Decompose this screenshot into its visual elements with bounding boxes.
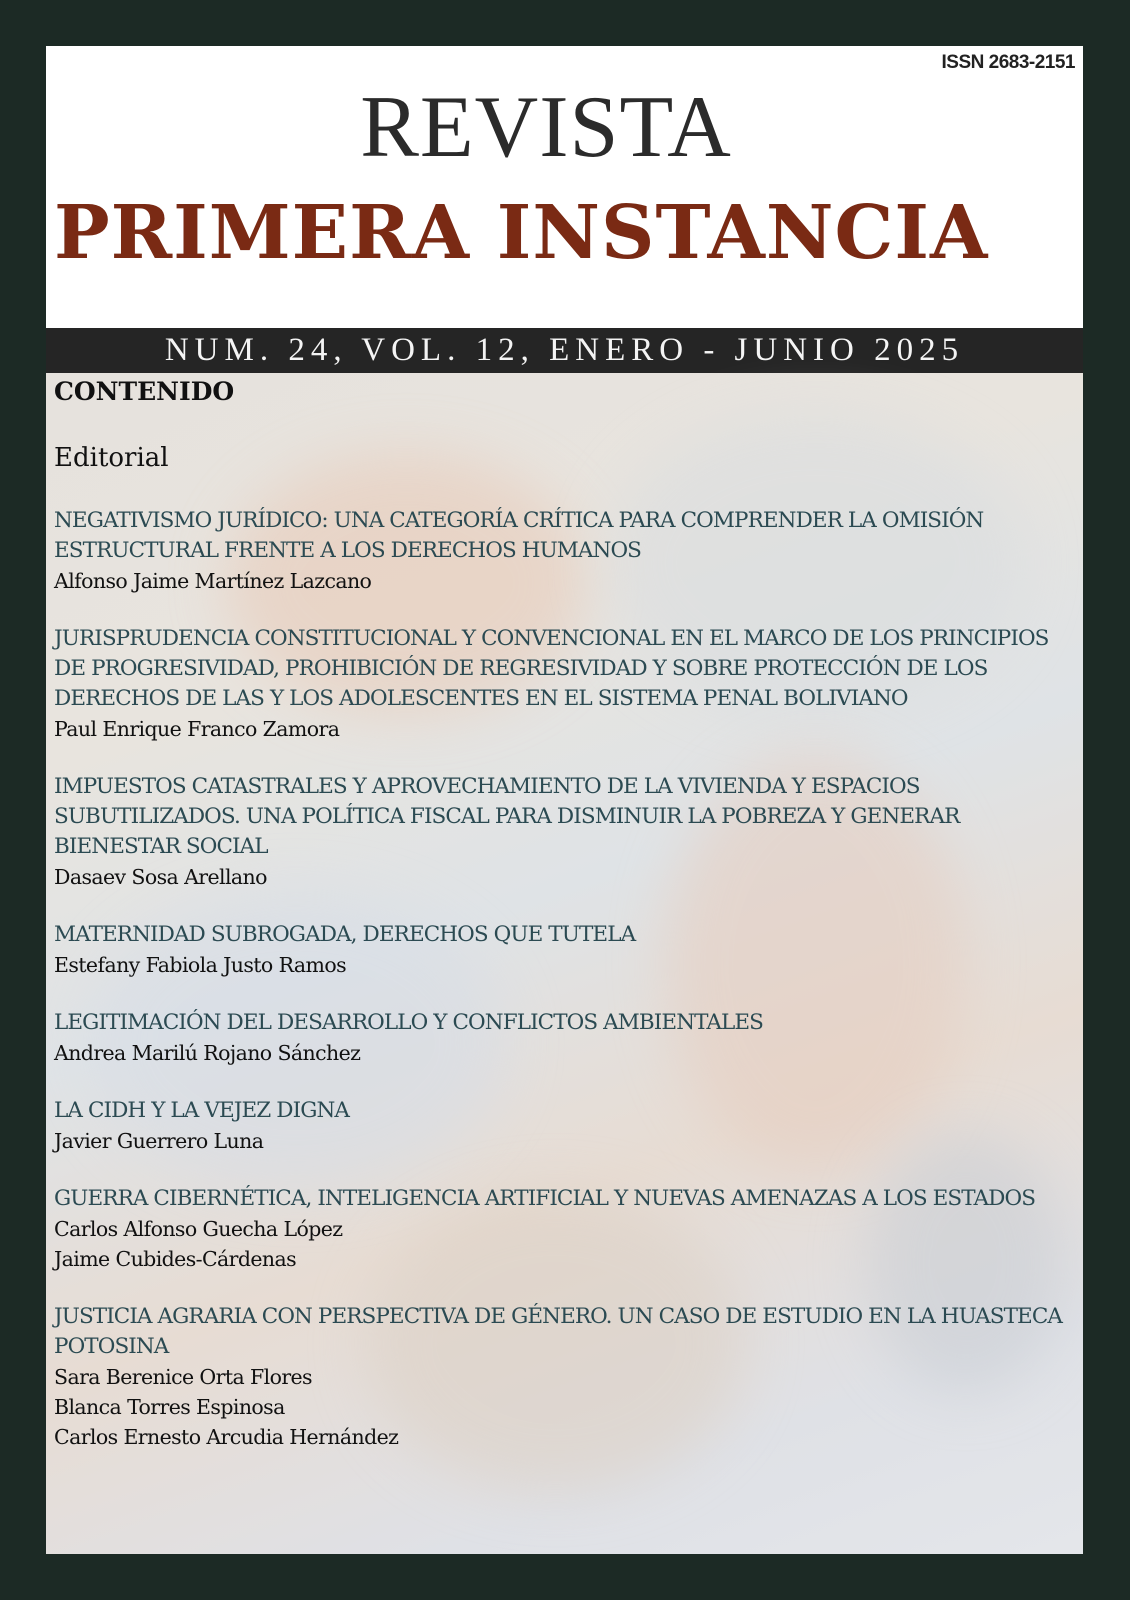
article-title: GUERRA CIBERNÉTICA, INTELIGENCIA ARTIFICIAL Y NUEVAS AMENAZAS A LOS ESTADOS bbox=[54, 1186, 1036, 1211]
article-entry bbox=[54, 1008, 1064, 1068]
article-author: Carlos Ernesto Arcudia Hernández bbox=[54, 1425, 399, 1449]
article-title: JUSTICIA AGRARIA CON PERSPECTIVA DE GÉNERO. UN CASO DE ESTUDIO EN LA HUASTECA POTOSINA bbox=[54, 1304, 1063, 1359]
article-author: Sara Berenice Orta Flores bbox=[54, 1365, 312, 1389]
article-entry bbox=[54, 506, 1064, 596]
article-author: Estefany Fabiola Justo Ramos bbox=[54, 953, 347, 977]
article-entry bbox=[54, 1302, 1064, 1452]
journal-title-top: REVISTA bbox=[360, 79, 732, 176]
article-entry bbox=[54, 624, 1064, 744]
article-entry bbox=[54, 1096, 1064, 1156]
article-author: Dasaev Sosa Arellano bbox=[54, 865, 267, 889]
article-title: JURISPRUDENCIA CONSTITUCIONAL Y CONVENCIONAL EN EL MARCO DE LOS PRINCIPIOS DE PROGRESIVIDAD, PROHIBICIÓN DE REGRESIVIDAD Y SOBRE PROTECCIÓN DE LOS DERECHOS DE LAS Y LOS ADOLESCENTES EN EL SISTEMA PENAL BOLIVIANO bbox=[54, 626, 1049, 711]
article-title: IMPUESTOS CATASTRALES Y APROVECHAMIENTO DE LA VIVIENDA Y ESPACIOS SUBUTILIZADOS. UNA POLÍTICA FISCAL PARA DISMINUIR LA POBREZA Y GENERAR BIENESTAR SOCIAL bbox=[54, 774, 960, 859]
article-author: Blanca Torres Espinosa bbox=[54, 1395, 285, 1419]
article-author: Paul Enrique Franco Zamora bbox=[54, 717, 340, 741]
article-title: NEGATIVISMO JURÍDICO: UNA CATEGORÍA CRÍTICA PARA COMPRENDER LA OMISIÓN ESTRUCTURAL FRENTE A LOS DERECHOS HUMANOS bbox=[54, 508, 984, 563]
articles-list bbox=[54, 506, 1064, 1480]
journal-title-main: PRIMERA INSTANCIA bbox=[54, 190, 989, 276]
article-author: Jaime Cubides-Cárdenas bbox=[54, 1247, 297, 1271]
article-title: LA CIDH Y LA VEJEZ DIGNA bbox=[54, 1098, 350, 1123]
issn-label: ISSN 2683-2151 bbox=[941, 52, 1075, 73]
contents-heading: CONTENIDO bbox=[54, 377, 235, 406]
article-entry bbox=[54, 772, 1064, 892]
journal-cover bbox=[46, 46, 1083, 1554]
article-entry bbox=[54, 1184, 1064, 1274]
issue-bar: NUM. 24, VOL. 12, ENERO - JUNIO 2025 bbox=[46, 328, 1083, 373]
article-author: Alfonso Jaime Martínez Lazcano bbox=[54, 569, 372, 593]
article-title: LEGITIMACIÓN DEL DESARROLLO Y CONFLICTOS AMBIENTALES bbox=[54, 1010, 763, 1035]
editorial-entry: Editorial bbox=[54, 443, 169, 473]
article-author: Javier Guerrero Luna bbox=[54, 1129, 264, 1153]
article-author: Andrea Marilú Rojano Sánchez bbox=[54, 1041, 361, 1065]
article-title: MATERNIDAD SUBROGADA, DERECHOS QUE TUTELA bbox=[54, 922, 636, 947]
contents-area bbox=[46, 373, 1083, 1554]
article-author: Carlos Alfonso Guecha López bbox=[54, 1217, 343, 1241]
article-entry bbox=[54, 920, 1064, 980]
